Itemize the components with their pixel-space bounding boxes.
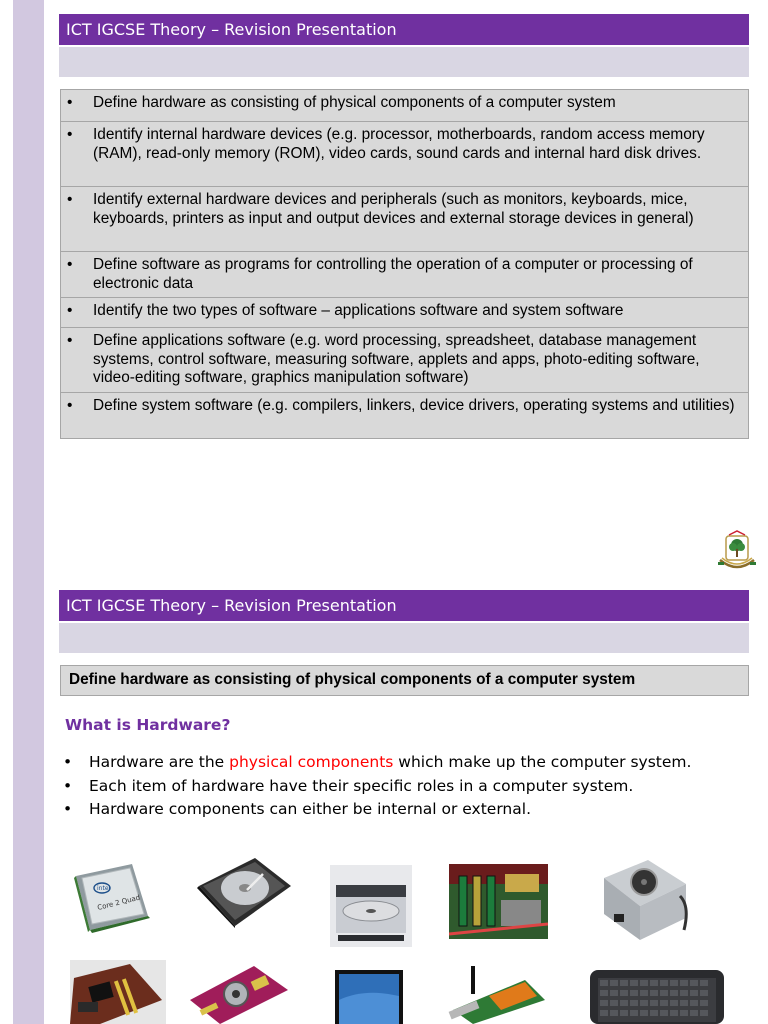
objective-text: Identify internal hardware devices (e.g. processor, motherboards, random access memory (RAM), read-only memory (ROM), video cards, sound cards and internal hard disk drives. (93, 126, 705, 162)
bullet-glyph: • (63, 800, 73, 818)
bullet-text: Hardware are the physical components which make up the computer system. (89, 753, 692, 771)
bullet-item (63, 775, 753, 799)
highlight-text: physical components (229, 753, 394, 771)
slide2-subtitle-bar (59, 623, 749, 653)
objective-row (60, 328, 749, 393)
bullet-glyph: • (67, 94, 73, 111)
objective-row (60, 298, 749, 328)
slide2-title-bar (59, 590, 749, 621)
objective-row (60, 90, 749, 122)
cpu-model-label: Core 2 Quad (96, 893, 141, 912)
bullet-text: Hardware components can either be internal or external. (89, 800, 531, 818)
hard-disk-image (195, 856, 295, 928)
bullet-item (63, 798, 753, 822)
cpu-image (70, 860, 154, 934)
bullet-glyph: • (63, 776, 73, 795)
objective-row (60, 122, 749, 187)
power-supply-image (600, 856, 690, 944)
bullet-glyph: • (67, 191, 73, 208)
objective-row (60, 187, 749, 252)
slide1-title-bar (59, 14, 749, 45)
objective-text: Identify external hardware devices and peripherals (such as monitors, keyboards, mice, keyboards, printers as input and output devices and external storage devices in general) (93, 191, 694, 227)
slide1-title: ICT IGCSE Theory – Revision Presentation (66, 20, 397, 39)
bullet-glyph: • (67, 256, 73, 273)
definition-text: Define hardware as consisting of physical components of a computer system (69, 671, 636, 688)
bullet-text: Each item of hardware have their specific roles in a computer system. (89, 776, 634, 795)
bullet-glyph: • (67, 302, 73, 319)
cpu-brand-label: intel (97, 885, 111, 892)
school-crest-logo (716, 530, 758, 574)
hardware-heading: What is Hardware? (65, 716, 231, 734)
objective-row (60, 393, 749, 439)
side-decoration-bar (13, 0, 44, 1024)
objective-text: Define applications software (e.g. word processing, spreadsheet, database management systems, control software, measuring software, applets and apps, photo-editing software, video-editing software, graphics manipulation software) (93, 332, 700, 386)
bullet-item (63, 751, 753, 775)
bullet-glyph: • (63, 753, 73, 771)
objectives-table (60, 89, 749, 439)
slide1-subtitle-bar (59, 47, 749, 77)
objective-text: Define software as programs for controlling the operation of a computer or processing of electronic data (93, 256, 693, 292)
ram-image (449, 864, 548, 939)
monitor-image (335, 970, 403, 1024)
objective-row (60, 252, 749, 298)
network-card-image (445, 966, 549, 1024)
definition-box (60, 665, 749, 696)
objective-text: Define hardware as consisting of physical components of a computer system (93, 94, 616, 111)
bullet-glyph: • (67, 332, 73, 349)
objective-text: Identify the two types of software – applications software and system software (93, 302, 624, 319)
hardware-bullets (63, 751, 753, 822)
bullet-glyph: • (67, 126, 73, 143)
optical-drive-image (330, 865, 412, 947)
keyboard-image (590, 968, 724, 1024)
objective-text: Define system software (e.g. compilers, linkers, device drivers, operating systems and utilities) (93, 397, 735, 414)
slide2-title: ICT IGCSE Theory – Revision Presentation (66, 596, 397, 615)
graphics-card-image (190, 966, 288, 1024)
motherboard-image (70, 960, 166, 1024)
bullet-glyph: • (67, 397, 73, 414)
